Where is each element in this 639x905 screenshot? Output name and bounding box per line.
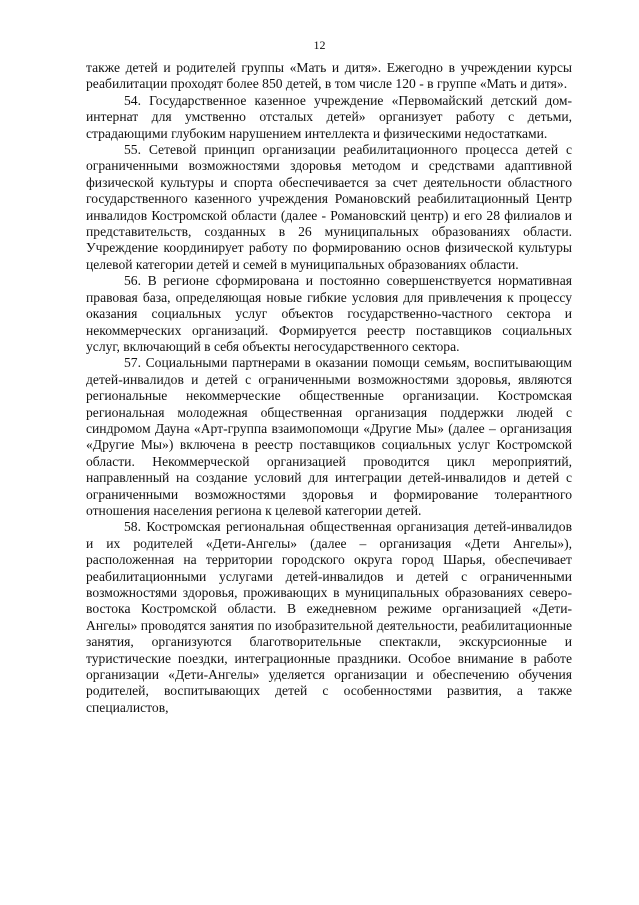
paragraph-continuation: также детей и родителей группы «Мать и дитя». Ежегодно в учреждении курсы реабилитации проходят более 850 детей, в том числе 120 - в группе «Мать и дитя». xyxy=(86,60,572,92)
page-number: 12 xyxy=(313,38,326,52)
paragraph-58: 58. Костромская региональная общественная организация детей-инвалидов и их родителей «Дети-Ангелы» (далее – организация «Дети Ангелы»), расположенная на территории городского округа город Шарья, обеспечивает реабилитационными услугами детей-инвалидов и детей с ограниченными возможностями здоровья, проживающих в муниципальных образованиях северо-востока Костромской области. В ежедневном режиме организацией «Дети-Ангелы» проводятся занятия по изобразительной деятельности, реабилитационные занятия, организуются благотворительные спектакли, экскурсионные и туристические поездки, интеграционные праздники. Особое внимание в работе организации «Дети-Ангелы» уделяется организации и обеспечению обучения родителей, воспитывающих детей с особенностями развития, а также специалистов, xyxy=(86,519,572,715)
paragraph-54: 54. Государственное казенное учреждение «Первомайский детский дом-интернат для умственно отсталых детей» организует работу с детьми, страдающими глубоким нарушением интеллекта и физическими недостатками. xyxy=(86,92,572,141)
paragraph-57: 57. Социальными партнерами в оказании помощи семьям, воспитывающим детей-инвалидов и детей с ограниченными возможностями здоровья, являются региональные некоммерческие общественные организации. Костромская региональная молодежная общественная организация поддержки людей с синдромом Дауна «Арт-группа взаимопомощи «Другие Мы» (далее – организация «Другие Мы») включена в реестр поставщиков социальных услуг Костромской области. Некоммерческой организацией проводится цикл мероприятий, направленный на создание условий для интеграции детей-инвалидов и детей с ограниченными возможностями здоровья и формирование толерантного отношения населения региона к целевой категории детей. xyxy=(86,355,572,518)
paragraph-55: 55. Сетевой принцип организации реабилитационного процесса детей с ограниченными возможностями здоровья методом и средствами адаптивной физической культуры и спорта обеспечивается за счет деятельности областного государственного казенного учреждения Романовский реабилитационный Центр инвалидов Костромской области (далее - Романовский центр) и его 28 филиалов и представительств, созданных в 26 муниципальных образованиях области. Учреждение координирует работу по формированию основ физической культуры целевой категории детей и семей в муниципальных образованиях области. xyxy=(86,142,572,272)
document-body xyxy=(86,60,572,716)
paragraph-56: 56. В регионе сформирована и постоянно совершенствуется нормативная правовая база, определяющая новые гибкие условия для привлечения к процессу оказания социальных услуг объектов государственно-частного сектора и некоммерческих организаций. Формируется реестр поставщиков социальных услуг, включающий в себя объекты негосударственного сектора. xyxy=(86,273,572,354)
